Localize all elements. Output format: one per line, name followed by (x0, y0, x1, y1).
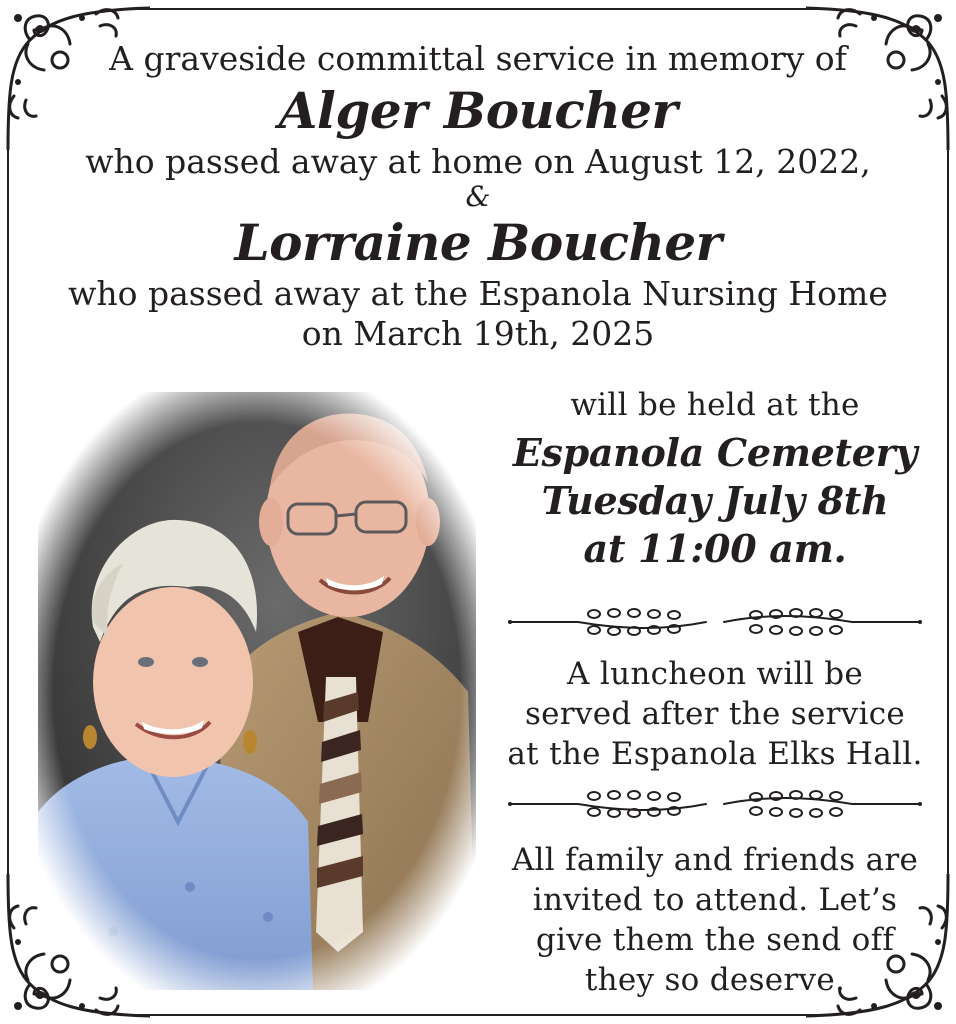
invite-line2: invited to attend. Let’s (532, 882, 898, 918)
person2-note-line2: on March 19th, 2025 (301, 314, 655, 353)
person2-note-line1: who passed away at the Espanola Nursing Home (68, 274, 888, 313)
person1-name: Alger Boucher (278, 81, 678, 140)
memorial-heading (0, 38, 956, 354)
invitation-info (500, 840, 930, 1000)
frame-top-line (120, 8, 836, 10)
invite-line4: they so deserve. (584, 962, 846, 998)
location-text: Espanola Cemetery (512, 430, 918, 475)
time-text: at 11:00 am. (583, 526, 847, 571)
luncheon-info (500, 654, 930, 774)
frame-bottom-line (120, 1014, 836, 1016)
intro-text: A graveside committal service in memory of (109, 39, 847, 78)
service-details (500, 385, 930, 573)
person2-name: Lorraine Boucher (234, 213, 722, 272)
luncheon-line1: A luncheon will be (567, 656, 863, 692)
luncheon-line3: at the Espanola Elks Hall. (507, 736, 923, 772)
laurel-divider-icon (506, 782, 924, 826)
date-text: Tuesday July 8th (541, 478, 889, 523)
held-at-text: will be held at the (570, 387, 860, 423)
person1-note: who passed away at home on August 12, 2022, (85, 142, 871, 181)
luncheon-line2: served after the service (524, 696, 906, 732)
invite-line3: give them the send off (535, 922, 895, 958)
ampersand: & (465, 180, 491, 213)
laurel-divider-icon (506, 600, 924, 644)
couple-photo (38, 392, 476, 990)
invite-line1: All family and friends are (511, 842, 919, 878)
